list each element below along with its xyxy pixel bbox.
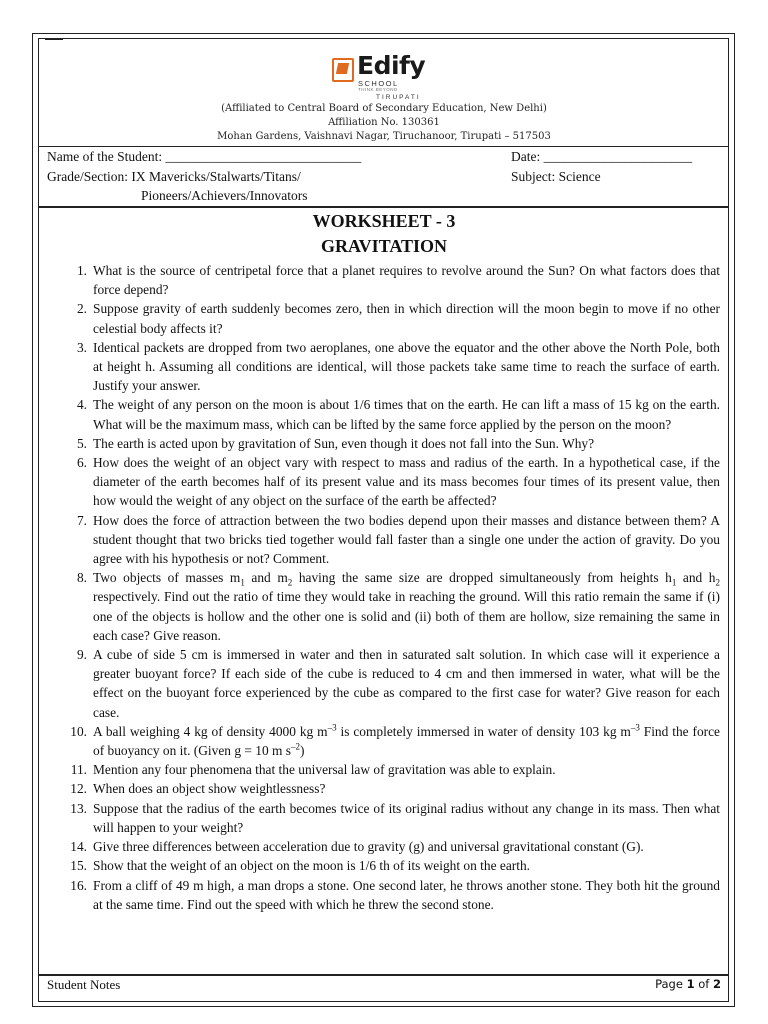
question-item [56,760,720,779]
question-text: Mention any four phenomena that the universal law of gravitation was able to explain. [93,762,556,778]
question-number: 3. [76,339,87,355]
question-item [56,338,720,396]
question-number: 1. [76,263,87,278]
student-name-field: Name of the Student: _____________________________ [47,149,362,164]
footer-divider [38,974,729,976]
text-part: and h [676,570,716,586]
question-text: Show that the weight of an object on the moon is 1/6 th of its weight on the earth. [93,858,530,874]
question-number: 9. [76,647,87,663]
question-text: The earth is acted upon by gravitation of Sun, even though it does not fall into the Sun. Why? [93,435,595,451]
question-text: How does the weight of an object vary with respect to mass and radius of the earth. In a hypothetical case, if the diameter of the earth becomes half of its present value and its mass becomes four times of its present value, then how would the weight of any object on the surface of the earth be affected? [93,455,720,509]
school-address: Mohan Gardens, Vaishnavi Nagar, Tiruchanoor, Tirupati – 517503 [217,131,551,142]
question-item [56,876,720,914]
text-part: Find the force of buoyancy on it. (Given g = 10 m s [93,723,721,759]
question-number: 16. [70,877,87,893]
question-text [93,568,720,645]
logo-name: Edify [357,51,426,80]
question-number: 7. [76,512,87,528]
page-total: 2 [712,977,721,991]
page-current: 1 [686,977,695,991]
question-text: The weight of any person on the moon is about 1/6 times that on the earth. He can lift a mass of 15 kg on the earth. What will be the maximum mass, which can be lifted by the same force applied by the person on the moon? [93,397,720,432]
question-number: 15. [70,858,87,874]
question-number: 2. [76,301,87,317]
question-item [56,722,720,760]
question-list [56,261,720,914]
question-text: How does the force of attraction between the two bodies depend upon their masses and distance between them? A student thought that two bricks tied together would fall faster than a single one under the action of gravity. Do you agree with his hypothesis or not? Comment. [93,512,720,567]
question-item [56,511,720,569]
school-logo [332,51,442,102]
question-number: 12. [70,781,87,797]
question-text: When does an object show weightlessness? [93,781,326,797]
question-item [56,779,720,798]
logo-city: TIRUPATI [376,94,421,101]
question-item [56,799,720,837]
question-number: 4. [76,397,87,413]
affiliation: (Affiliated to Central Board of Secondary Education, New Delhi) [221,103,547,114]
question-item [56,856,720,875]
question-text: From a cliff of 49 m high, a man drops a stone. One second later, he throws another stone. They both hit the ground at the same time. Find out the speed with which he threw the second stone. [93,877,720,912]
question-text: Suppose gravity of earth suddenly becomes zero, then in which direction will the moon begin to move if no other celestial body affects it? [93,301,720,336]
superscript: –3 [327,722,337,733]
header-divider [38,146,729,147]
question-text: Give three differences between acceleration due to gravity (g) and universal gravitational constant (G). [93,839,644,855]
question-item [56,837,720,856]
affiliation-number: Affiliation No. 130361 [328,117,440,128]
question-item [56,453,720,511]
page-of: of [698,977,710,991]
subscript: 2 [715,577,721,588]
grade-section-continued: Pioneers/Achievers/Innovators [141,188,308,203]
question-item [56,261,720,299]
info-divider [38,206,729,208]
text-part: is completely immersed in water of density 103 kg m [336,723,631,739]
question-number: 6. [76,455,87,471]
worksheet-title: WORKSHEET - 3 [312,211,456,231]
subscript: 2 [287,577,293,588]
question-item [56,568,720,645]
subscript: 1 [240,577,245,588]
question-item [56,395,720,433]
question-item [56,434,720,453]
text-part: and m [244,570,288,586]
text-part: ) [299,743,305,759]
question-number: 5. [76,435,87,451]
question-text [93,722,720,760]
superscript: –3 [630,722,640,733]
question-number: 14. [70,839,87,855]
worksheet-topic: GRAVITATION [320,236,448,256]
date-field: Date: ______________________ [511,149,693,164]
question-text: A cube of side 5 cm is immersed in water and then in saturated salt solution. In which case will it experience a greater buoyant force? If each side of the cube is reduced to 4 cm and then immersed in water, what will be the effect on the buoyant force experienced by the cube as compared to the first case for water? Give reason for each case. [93,647,720,720]
subscript: 1 [671,577,677,588]
question-number: 11. [70,762,87,778]
logo-mark-icon [332,58,354,82]
grade-section-field: Grade/Section: IX Mavericks/Stalwarts/Titans/ [47,169,301,184]
text-part: A ball weighing 4 kg of density 4000 kg m [93,723,328,739]
logo-school: SCHOOL [358,79,399,88]
superscript: –2 [290,741,300,752]
question-number: 8. [76,570,87,586]
question-number: 10. [70,723,87,739]
subject-field: Subject: Science [511,169,601,184]
page-indicator [655,977,721,991]
question-number: 13. [70,800,87,816]
question-item [56,645,720,722]
question-text: Identical packets are dropped from two aeroplanes, one above the equator and the other above the North Pole, both at height h. Assuming all conditions are identical, will those packets take same time to reach the surface of earth. Justify your answer. [93,339,720,394]
student-notes-label: Student Notes [47,977,121,992]
text-part: Two objects of masses m [93,570,241,586]
text-part: respectively. Find out the ratio of time they would take in reaching the ground. Will this ratio remain the same if (i) one of the objects is hollow and the other one is solid and (ii) both of them are hollow, size remaining the same in each case? Give reason. [93,589,720,643]
logo-tagline: THINK BEYOND [358,87,398,92]
question-text: What is the source of centripetal force that a planet requires to revolve around the Sun? On what factors does that force depend? [93,263,720,298]
question-item [56,299,720,337]
text-part: having the same size are dropped simultaneously from heights h [292,570,672,586]
question-text: Suppose that the radius of the earth becomes twice of its original radius without any change in its mass. Then what will happen to your weight? [93,800,720,835]
page-word: Page [655,977,683,991]
